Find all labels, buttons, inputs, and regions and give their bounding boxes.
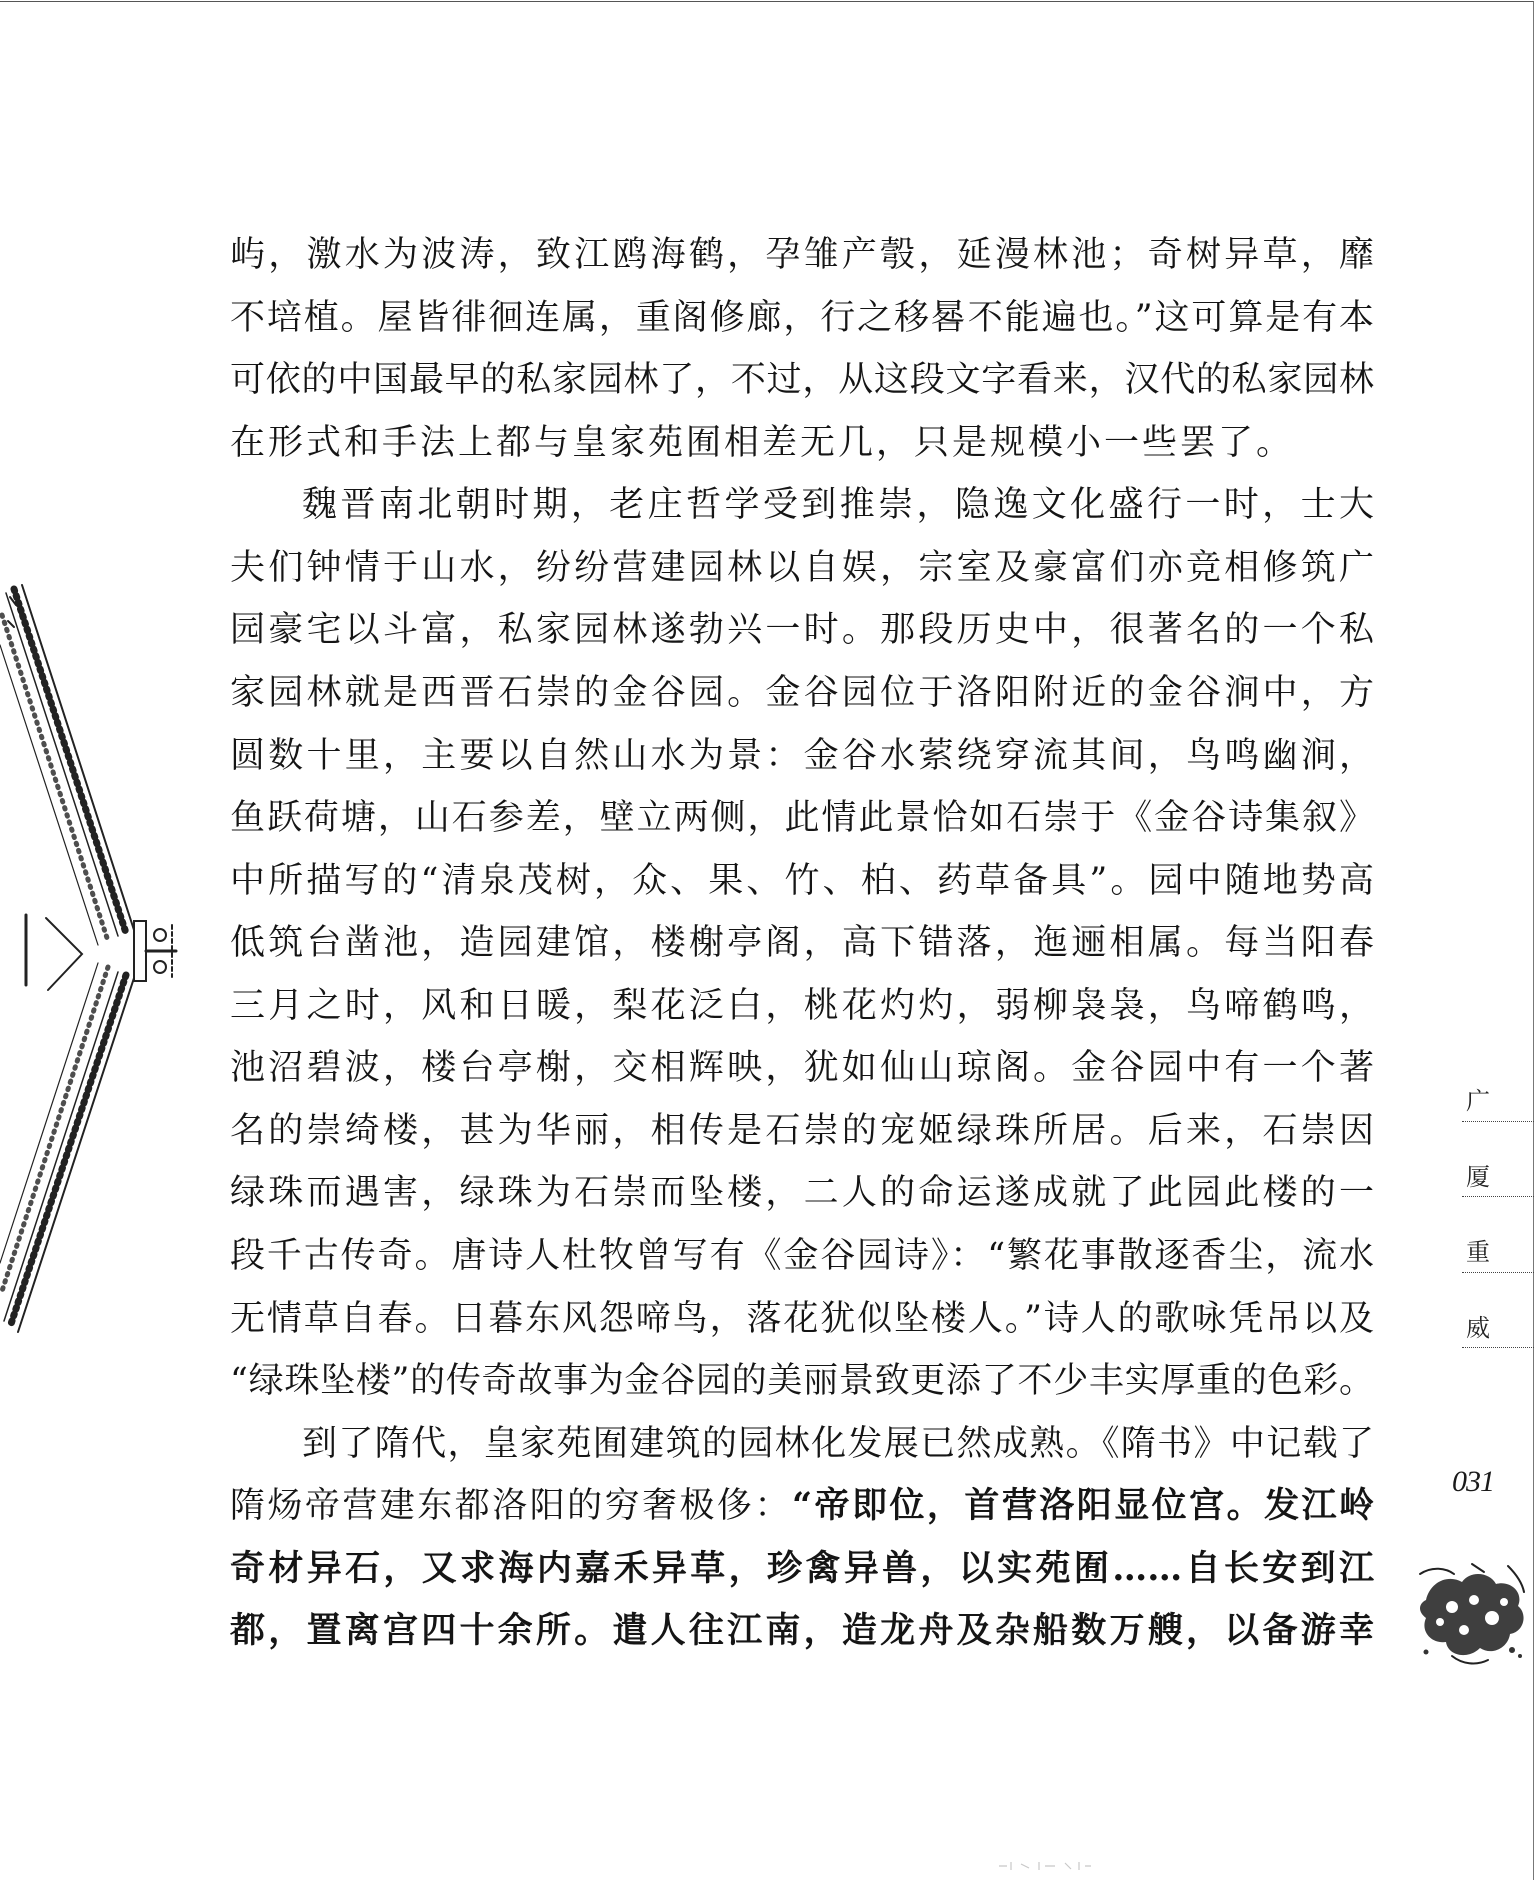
body-line: 圆数十里，主要以自然山水为景：金谷水萦绕穿流其间，鸟鸣幽涧， — [230, 735, 1374, 776]
body-line: 在形式和手法上都与皇家苑囿相差无几，只是规模小一些罢了。 — [230, 422, 1295, 463]
paragraph-1 — [230, 224, 1374, 474]
body-line: 夫们钟情于山水，纷纷营建园林以自娱，宗室及豪富们亦竞相修筑广 — [230, 547, 1374, 588]
sui-shu-quote: “帝即位，首营洛阳显位宫。发江岭 — [791, 1485, 1374, 1527]
eaves-illustration — [0, 575, 195, 1355]
body-line: 到了隋代，皇家苑囿建筑的园林化发展已然成熟。《隋书》中记载了 — [302, 1423, 1374, 1464]
body-line: 可依的中国最早的私家园林了，不过，从这段文字看来，汉代的私家园林 — [230, 360, 1374, 401]
series-title-char: 广 — [1462, 1046, 1534, 1122]
series-title-char: 威 — [1462, 1273, 1534, 1349]
body-line: 低筑台凿池，造园建馆，楼榭亭阁，高下错落，迤逦相属。每当阳春 — [230, 923, 1374, 964]
body-text — [230, 224, 1374, 1664]
series-title-char: 厦 — [1462, 1122, 1534, 1198]
page-number: 031 — [1452, 1465, 1494, 1498]
paragraph-2 — [230, 474, 1374, 1412]
sui-shu-quote-line: 都，置离宫四十余所。遣人往江南，造龙舟及杂船数万艘，以备游幸 — [230, 1610, 1374, 1652]
body-line: 魏晋南北朝时期，老庄哲学受到推崇，隐逸文化盛行一时，士大 — [302, 485, 1374, 526]
body-line: 中所描写的“清泉茂树，众、果、竹、柏、药草备具”。园中随地势高 — [230, 860, 1374, 901]
body-line: “绿珠坠楼”的传奇故事为金谷园的美丽景致更添了不少丰实厚重的色彩。 — [230, 1361, 1374, 1402]
body-line: 三月之时，风和日暖，梨花泛白，桃花灼灼，弱柳袅袅，鸟啼鹤鸣， — [230, 985, 1374, 1026]
body-line: 名的崇绮楼，甚为华丽，相传是石崇的宠姬绿珠所居。后来，石崇因 — [230, 1110, 1374, 1151]
scan-artifact — [995, 1858, 1095, 1874]
body-line-lead: 隋炀帝营建东都洛阳的穷奢极侈： — [230, 1486, 792, 1527]
body-line: 园豪宅以斗富，私家园林遂勃兴一时。那段历史中，很著名的一个私 — [230, 610, 1374, 651]
body-line: 鱼跃荷塘，山石参差，壁立两侧，此情此景恰如石崇于《金谷诗集叙》 — [230, 798, 1374, 839]
series-title — [1462, 1046, 1534, 1348]
series-title-char: 重 — [1462, 1197, 1534, 1273]
body-line: 段千古传奇。唐诗人杜牧曾写有《金谷园诗》：“繁花事散逐香尘，流水 — [230, 1236, 1374, 1276]
body-line: 屿，激水为波涛，致江鸥海鹤，孕雏产彀，延漫林池；奇树异草，靡 — [230, 235, 1374, 275]
paragraph-3 — [230, 1413, 1374, 1663]
sui-shu-quote-line: 奇材异石，又求海内嘉禾异草，珍禽异兽，以实苑囿……自长安到江 — [230, 1547, 1374, 1589]
body-line: 家园林就是西晋石崇的金谷园。金谷园位于洛阳附近的金谷涧中，方 — [230, 672, 1374, 713]
body-line: 绿珠而遇害，绿珠为石崇而坠楼，二人的命运遂成就了此园此楼的一 — [230, 1173, 1374, 1214]
body-line: 不培植。屋皆徘徊连属，重阁修廊，行之移晷不能遍也。”这可算是有本 — [230, 297, 1374, 338]
ink-vignette-illustration — [1412, 1552, 1532, 1677]
body-line: 池沼碧波，楼台亭榭，交相辉映，犹如仙山琼阁。金谷园中有一个著 — [230, 1048, 1374, 1089]
body-line — [230, 1475, 1374, 1538]
body-line: 无情草自春。日暮东风怨啼鸟，落花犹似坠楼人。”诗人的歌咏凭吊以及 — [230, 1298, 1374, 1339]
